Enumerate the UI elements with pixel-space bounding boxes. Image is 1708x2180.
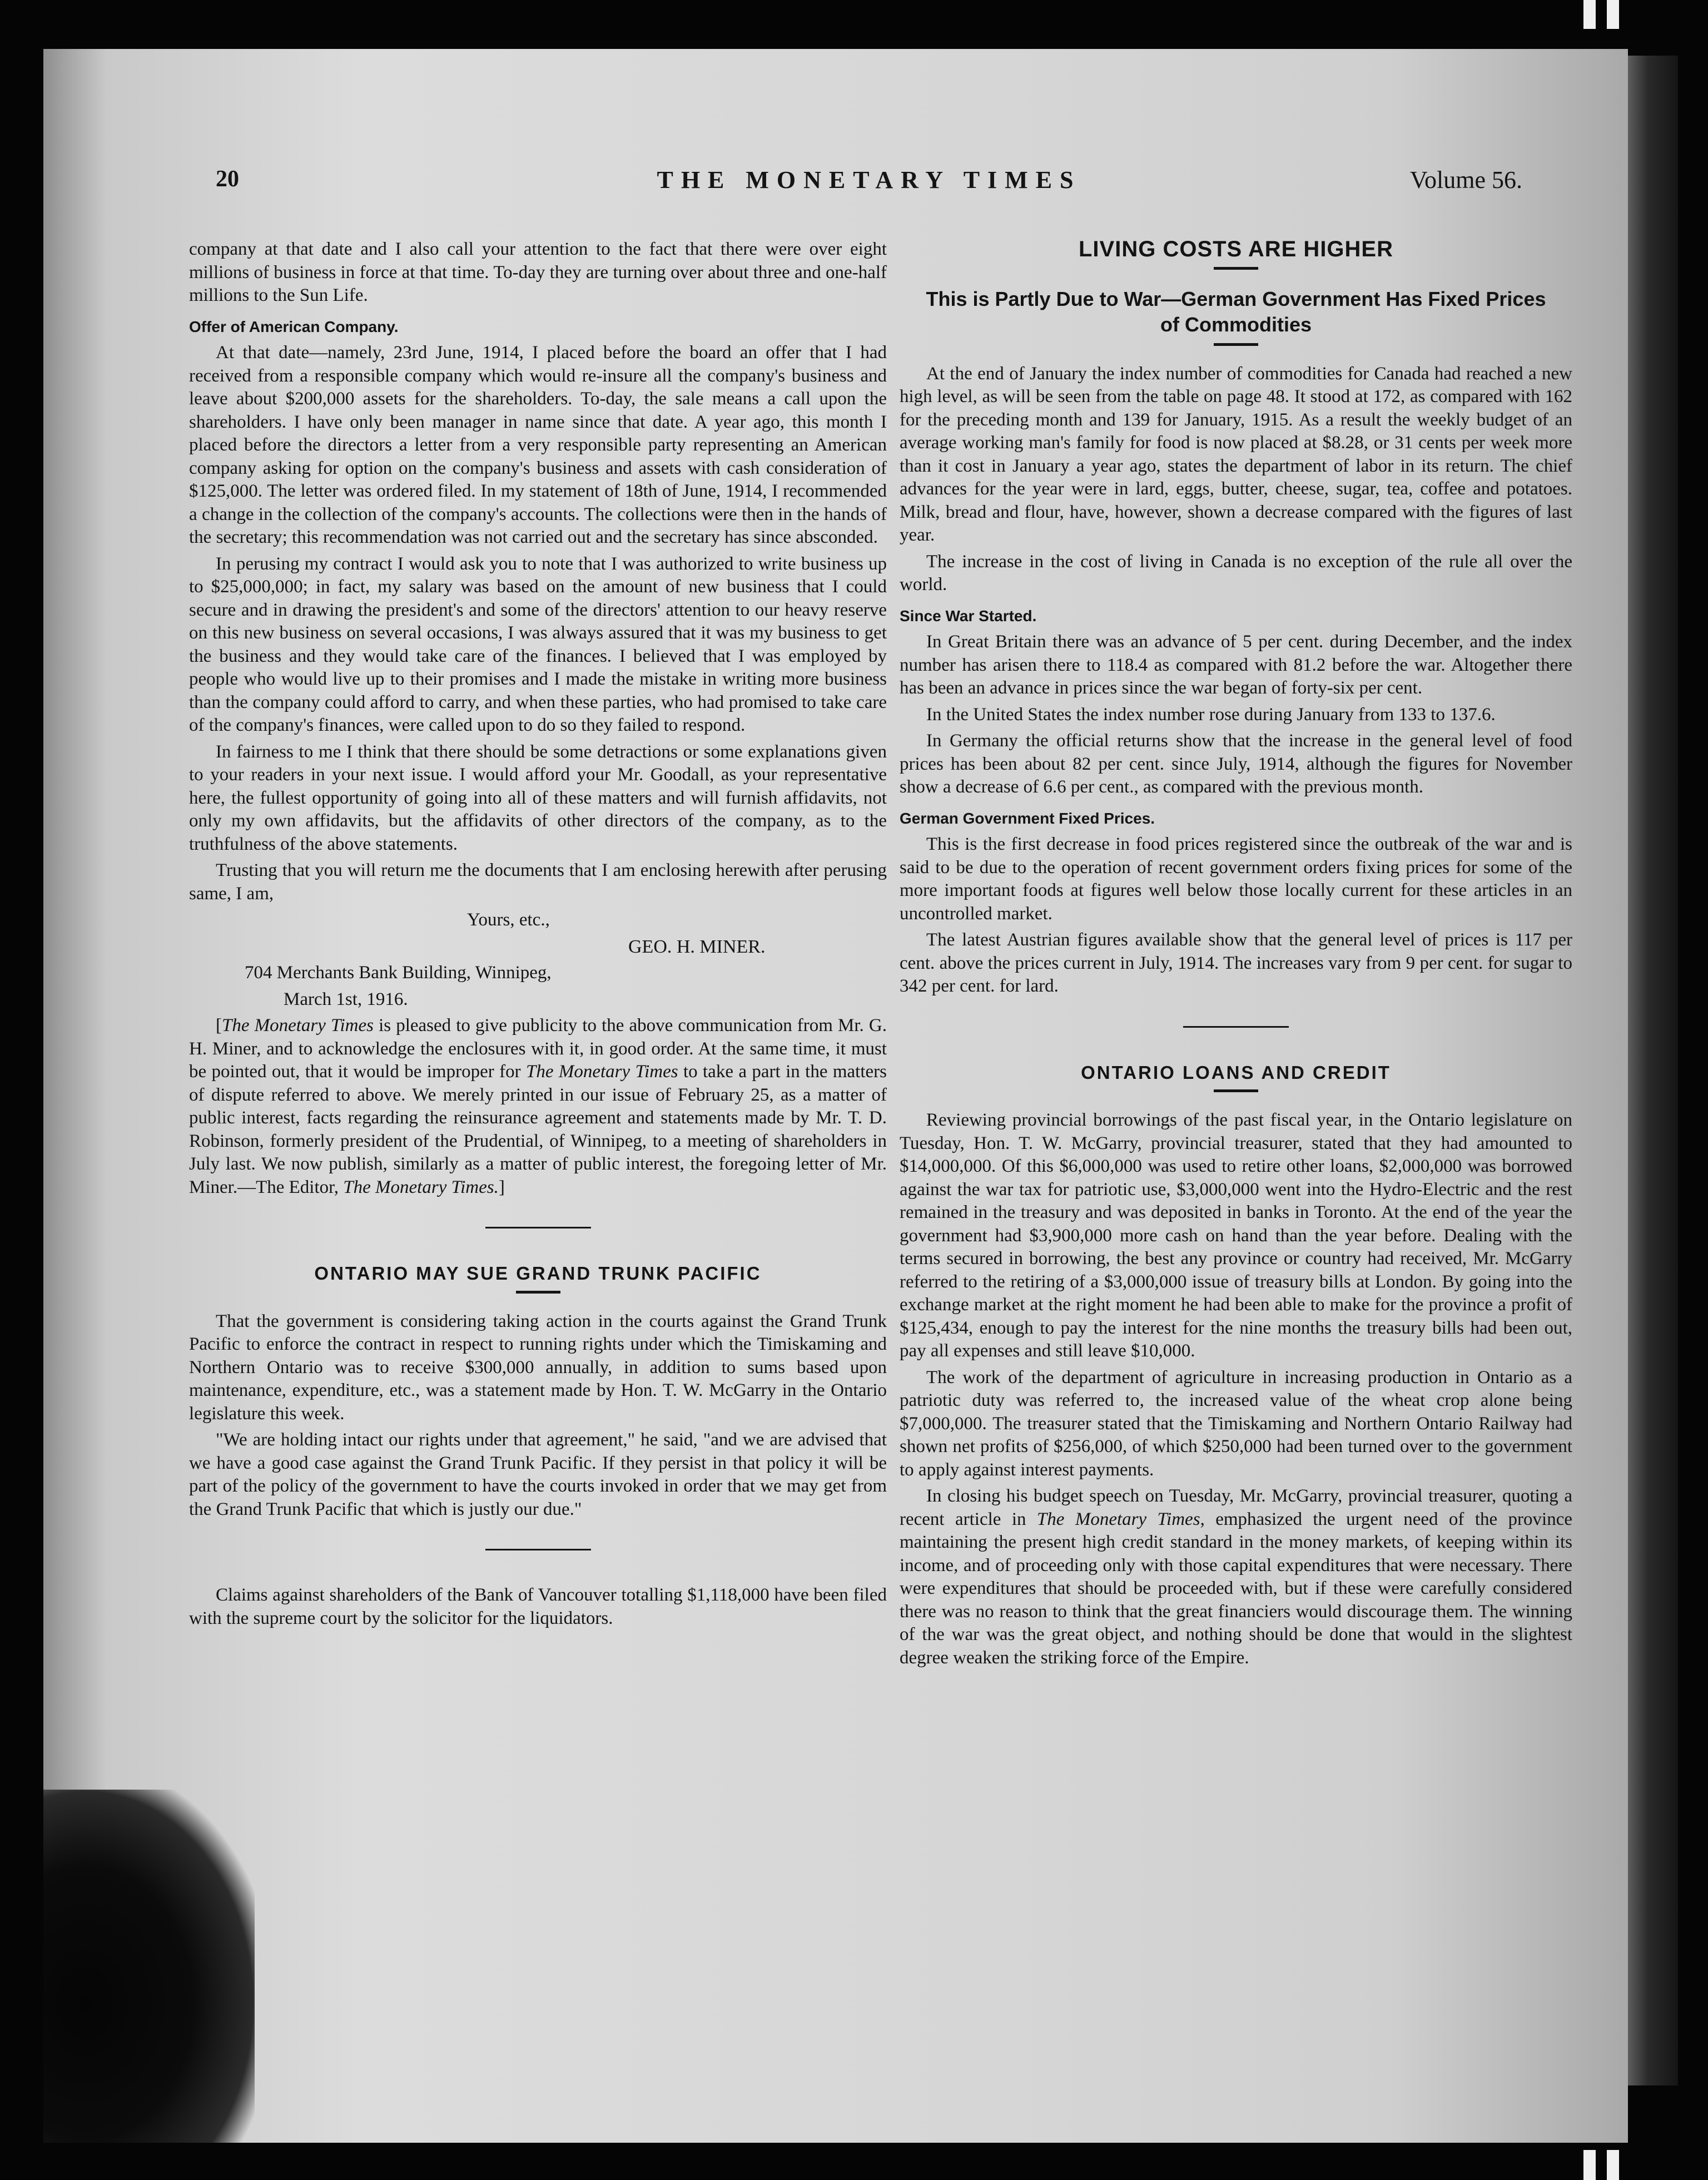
page-edge-shadow (1628, 56, 1678, 2085)
note-journal-ref: The Monetary Times (222, 1015, 374, 1036)
signature: GEO. H. MINER. (628, 936, 766, 957)
gtp-paragraph-1: That the government is considering taking action in the courts against the Grand Trunk Pacific to enforce the contract in respect to running rights under which the Timiskaming and Northern Ontario was to receive $300,000 annually, in addition to sums based upon maintenance, expenditure, etc., was a statement made by Hon. T. W. McGarry in the Ontario legislature this week. (189, 1311, 887, 1424)
note-text-1: is pleased to give publicity to the above communication from Mr. G. H. Miner, and to acknowledge the enclosures with it, in good order. At the same time, it must be pointed out, that it would be improper for (189, 1015, 887, 1082)
german-prices-heading: German Government Fixed Prices. (900, 809, 1155, 827)
page-header (216, 166, 1522, 199)
offer-paragraph-1: At that date—namely, 23rd June, 1914, I placed before the board an offer that I had received from a responsible company which would re-insure all the company's business and leave about $200,000 assets for the shareholders. To-day, the sale means a call upon the shareholders. I have only been manager in name since that date. A year ago, this month I placed before the directors a letter from a very responsible party representing an American company asking for option on the company's business and assets with cash consideration of $125,000. The letter was ordered filed. In my statement of 18th of June, 1914, I recommended a change in the collection of the company's accounts. The collections were then in the hands of the secretary; this recommendation was not carried out and the secretary has since absconded. (189, 343, 887, 547)
note-journal-ref: The Monetary Times (525, 1062, 678, 1082)
living-costs-subtitle: This is Partly Due to War—German Government Has Fixed Prices of Commodities (926, 287, 1546, 336)
title-rule (1214, 267, 1258, 270)
german-paragraph-2: The latest Austrian figures available show that the general level of prices is 117 per cent. above the prices current in July, 1914. The increases vary from 9 per cent. for sugar to 342 per cent. for lard. (900, 930, 1572, 996)
gtp-paragraph-2: "We are holding intact our rights under that agreement," he said, "and we are advised that we have a good case against the Grand Trunk Pacific. If they persist in that policy it will be part of the policy of the government to have the courts invoked in order that we may get from the Grand Trunk Pacific that which is justly our due." (189, 1430, 887, 1519)
loans-paragraph-1: Reviewing provincial borrowings of the past fiscal year, in the Ontario legislature on Tuesday, Hon. T. W. McGarry, provincial treasurer, stated that they had amounted to $14,000,000. Of this $6,000,000 was used to retire other loans, $2,000,000 was borrowed against the war tax for patriotic use, $3,000,000 went into the Hydro-Electric and the rest remained in the treasury and was deposited in banks in Toronto. At the end of the year the government had $3,900,000 more cash on hand than the year before. Dealing with the terms secured in borrowing, the best any province or country had received, Mr. McGarry referred to the retiring of a $3,000,000 issue of treasury bills at London. By going into the exchange market at the right moment he had been able to make for the province a profit of $125,434, enough to pay the interest for the nine months the treasury bills had been out, pay all expenses and still leave $10,000. (900, 1110, 1572, 1361)
article-separator (485, 1227, 591, 1228)
loans-text-2: , emphasized the urgent need of the province maintaining the present high credit standard in the money markets, of keeping within its income, and of proceeding only with those capital expenditures that were necessary. There were expenditures that should be proceeded with, but if these were carefully considered there was no reason to think that the great financiers would discourage them. The winning of the war was the great object, and nothing should be done that would in the slightest degree weaken the striking force of the Empire. (900, 1509, 1572, 1668)
editor-note-text (189, 1014, 887, 1199)
title-rule (516, 1291, 560, 1294)
volume-label: Volume 56. (1409, 166, 1522, 194)
newspaper-page (43, 49, 1628, 2143)
film-mark (1607, 2150, 1619, 2180)
article-separator (485, 1549, 591, 1550)
offer-paragraph-3: In fairness to me I think that there should be some detractions or some explanations given to your readers in your next issue. I would afford your Mr. Goodall, as your representative here, the fullest opportunity of going into all of these matters and will furnish affidavits, not only my own affidavits, but the affidavits of other directors of the company, as to the truthfulness of the above statements. (189, 741, 887, 854)
german-paragraph-1: This is the first decrease in food prices registered since the outbreak of the war and is said to be due to the operation of recent government orders fixing prices for some of the more important foods at figures well below those locally current for these articles in an uncontrolled market. (900, 834, 1572, 924)
journal-title: THE MONETARY TIMES (657, 166, 1081, 194)
living-paragraph-2: The increase in the cost of living in Canada is no exception of the rule all over the world. (900, 551, 1572, 594)
note-journal-ref: The Monetary Times. (343, 1177, 499, 1197)
left-column (189, 238, 887, 1633)
intro-paragraph: company at that date and I also call your attention to the fact that there were over eight millions of business in force at that time. To-day they are turning over about three and one-half millions to the Sun Life. (189, 239, 887, 305)
offer-paragraph-4: Trusting that you will return me the documents that I am enclosing herewith after perusing same, I am, (189, 860, 887, 904)
loans-article-title: ONTARIO LOANS AND CREDIT (1081, 1062, 1391, 1083)
page-number: 20 (216, 166, 239, 192)
address: 704 Merchants Bank Building, Winnipeg, (245, 963, 552, 983)
loans-journal-ref: The Monetary Times (1036, 1509, 1200, 1529)
since-paragraph-3: In Germany the official returns show that the increase in the general level of food prices has been about 82 per cent. since July, 1914, although the figures for November show a decrease of 6.6 per cent., as compared with the previous month. (900, 731, 1572, 797)
thumb-shadow (43, 1790, 255, 2143)
since-war-heading: Since War Started. (900, 607, 1037, 625)
title-rule (1214, 1089, 1258, 1092)
film-mark (1607, 0, 1619, 29)
film-mark (1583, 0, 1596, 29)
claims-paragraph: Claims against shareholders of the Bank of Vancouver totalling $1,118,000 have been filed with the supreme court by the solicitor for the liquidators. (189, 1585, 887, 1628)
since-paragraph-2: In the United States the index number rose during January from 133 to 137.6. (926, 704, 1496, 725)
living-costs-title: LIVING COSTS ARE HIGHER (1078, 237, 1393, 261)
since-paragraph-1: In Great Britain there was an advance of 5 per cent. during December, and the index number has arisen there to 118.4 as compared with 81.2 before the war. Altogether there has been an advance in prices since the war began of forty-six per cent. (900, 632, 1572, 698)
gtp-article-title: ONTARIO MAY SUE GRAND TRUNK PACIFIC (314, 1263, 762, 1284)
offer-paragraph-2: In perusing my contract I would ask you to note that I was authorized to write business up to $25,000,000; in fact, my salary was based on the amount of new business that I could secure and in drawing the president's and some of the directors' attention to our heavy reserve on this new business on several occasions, I was always assured that it was my business to get the business and they would take care of the finances. I believed that I was employed by people who would live up to their promises and I made the mistake in writing more business than the company could afford to carry, and when these parties, who had promised to take care of the company's finances, were called upon to do so they failed to respond. (189, 553, 887, 735)
film-mark (1583, 2150, 1596, 2180)
article-separator (1183, 1026, 1289, 1028)
loans-text-1: In closing his budget speech on Tuesday, Mr. McGarry, provincial treasurer, quoting a recent article in (900, 1486, 1572, 1529)
note-bracket-open: [ (216, 1015, 222, 1036)
note-text-2: to take a part in the matters of dispute referred to above. We merely printed in our issue of February 25, as a matter of public interest, facts regarding the reinsurance agreement and statements made by Mr. T. D. Robinson, formerly president of the Prudential, of Winnipeg, to a meeting of shareholders in July last. We now publish, similarly as a matter of public interest, the foregoing letter of Mr. Miner.—The Editor, (189, 1062, 887, 1197)
right-column (900, 238, 1572, 1673)
living-paragraph-1: At the end of January the index number of commodities for Canada had reached a new high level, as will be seen from the table on page 48. It stood at 172, as compared with 162 for the preceding month and 139 for January, 1915. As a result the weekly budget of an average working man's family for food is now placed at $8.28, or 31 cents per week more than it cost in January a year ago, states the department of labor in its return. The chief advances for the year were in lard, eggs, butter, cheese, sugar, tea, coffee and potatoes. Milk, bread and flour, have, however, shown a decrease compared with the figures of last year. (900, 363, 1572, 545)
closing-yours: Yours, etc., (467, 910, 550, 930)
offer-heading: Offer of American Company. (189, 318, 399, 335)
letter-date: March 1st, 1916. (284, 989, 408, 1009)
editor-note (189, 1014, 887, 1199)
note-bracket-close: ] (498, 1177, 505, 1197)
loans-paragraph-2: The work of the department of agriculture in increasing production in Ontario as a patriotic duty was referred to, the increased value of the wheat crop alone being $7,000,000. The treasurer stated that the Timiskaming and Northern Ontario Railway had shown net profits of $256,000, of which $250,000 had been turned over to the government to apply against interest payments. (900, 1367, 1572, 1480)
title-rule (1214, 343, 1258, 346)
loans-paragraph-3 (900, 1485, 1572, 1669)
